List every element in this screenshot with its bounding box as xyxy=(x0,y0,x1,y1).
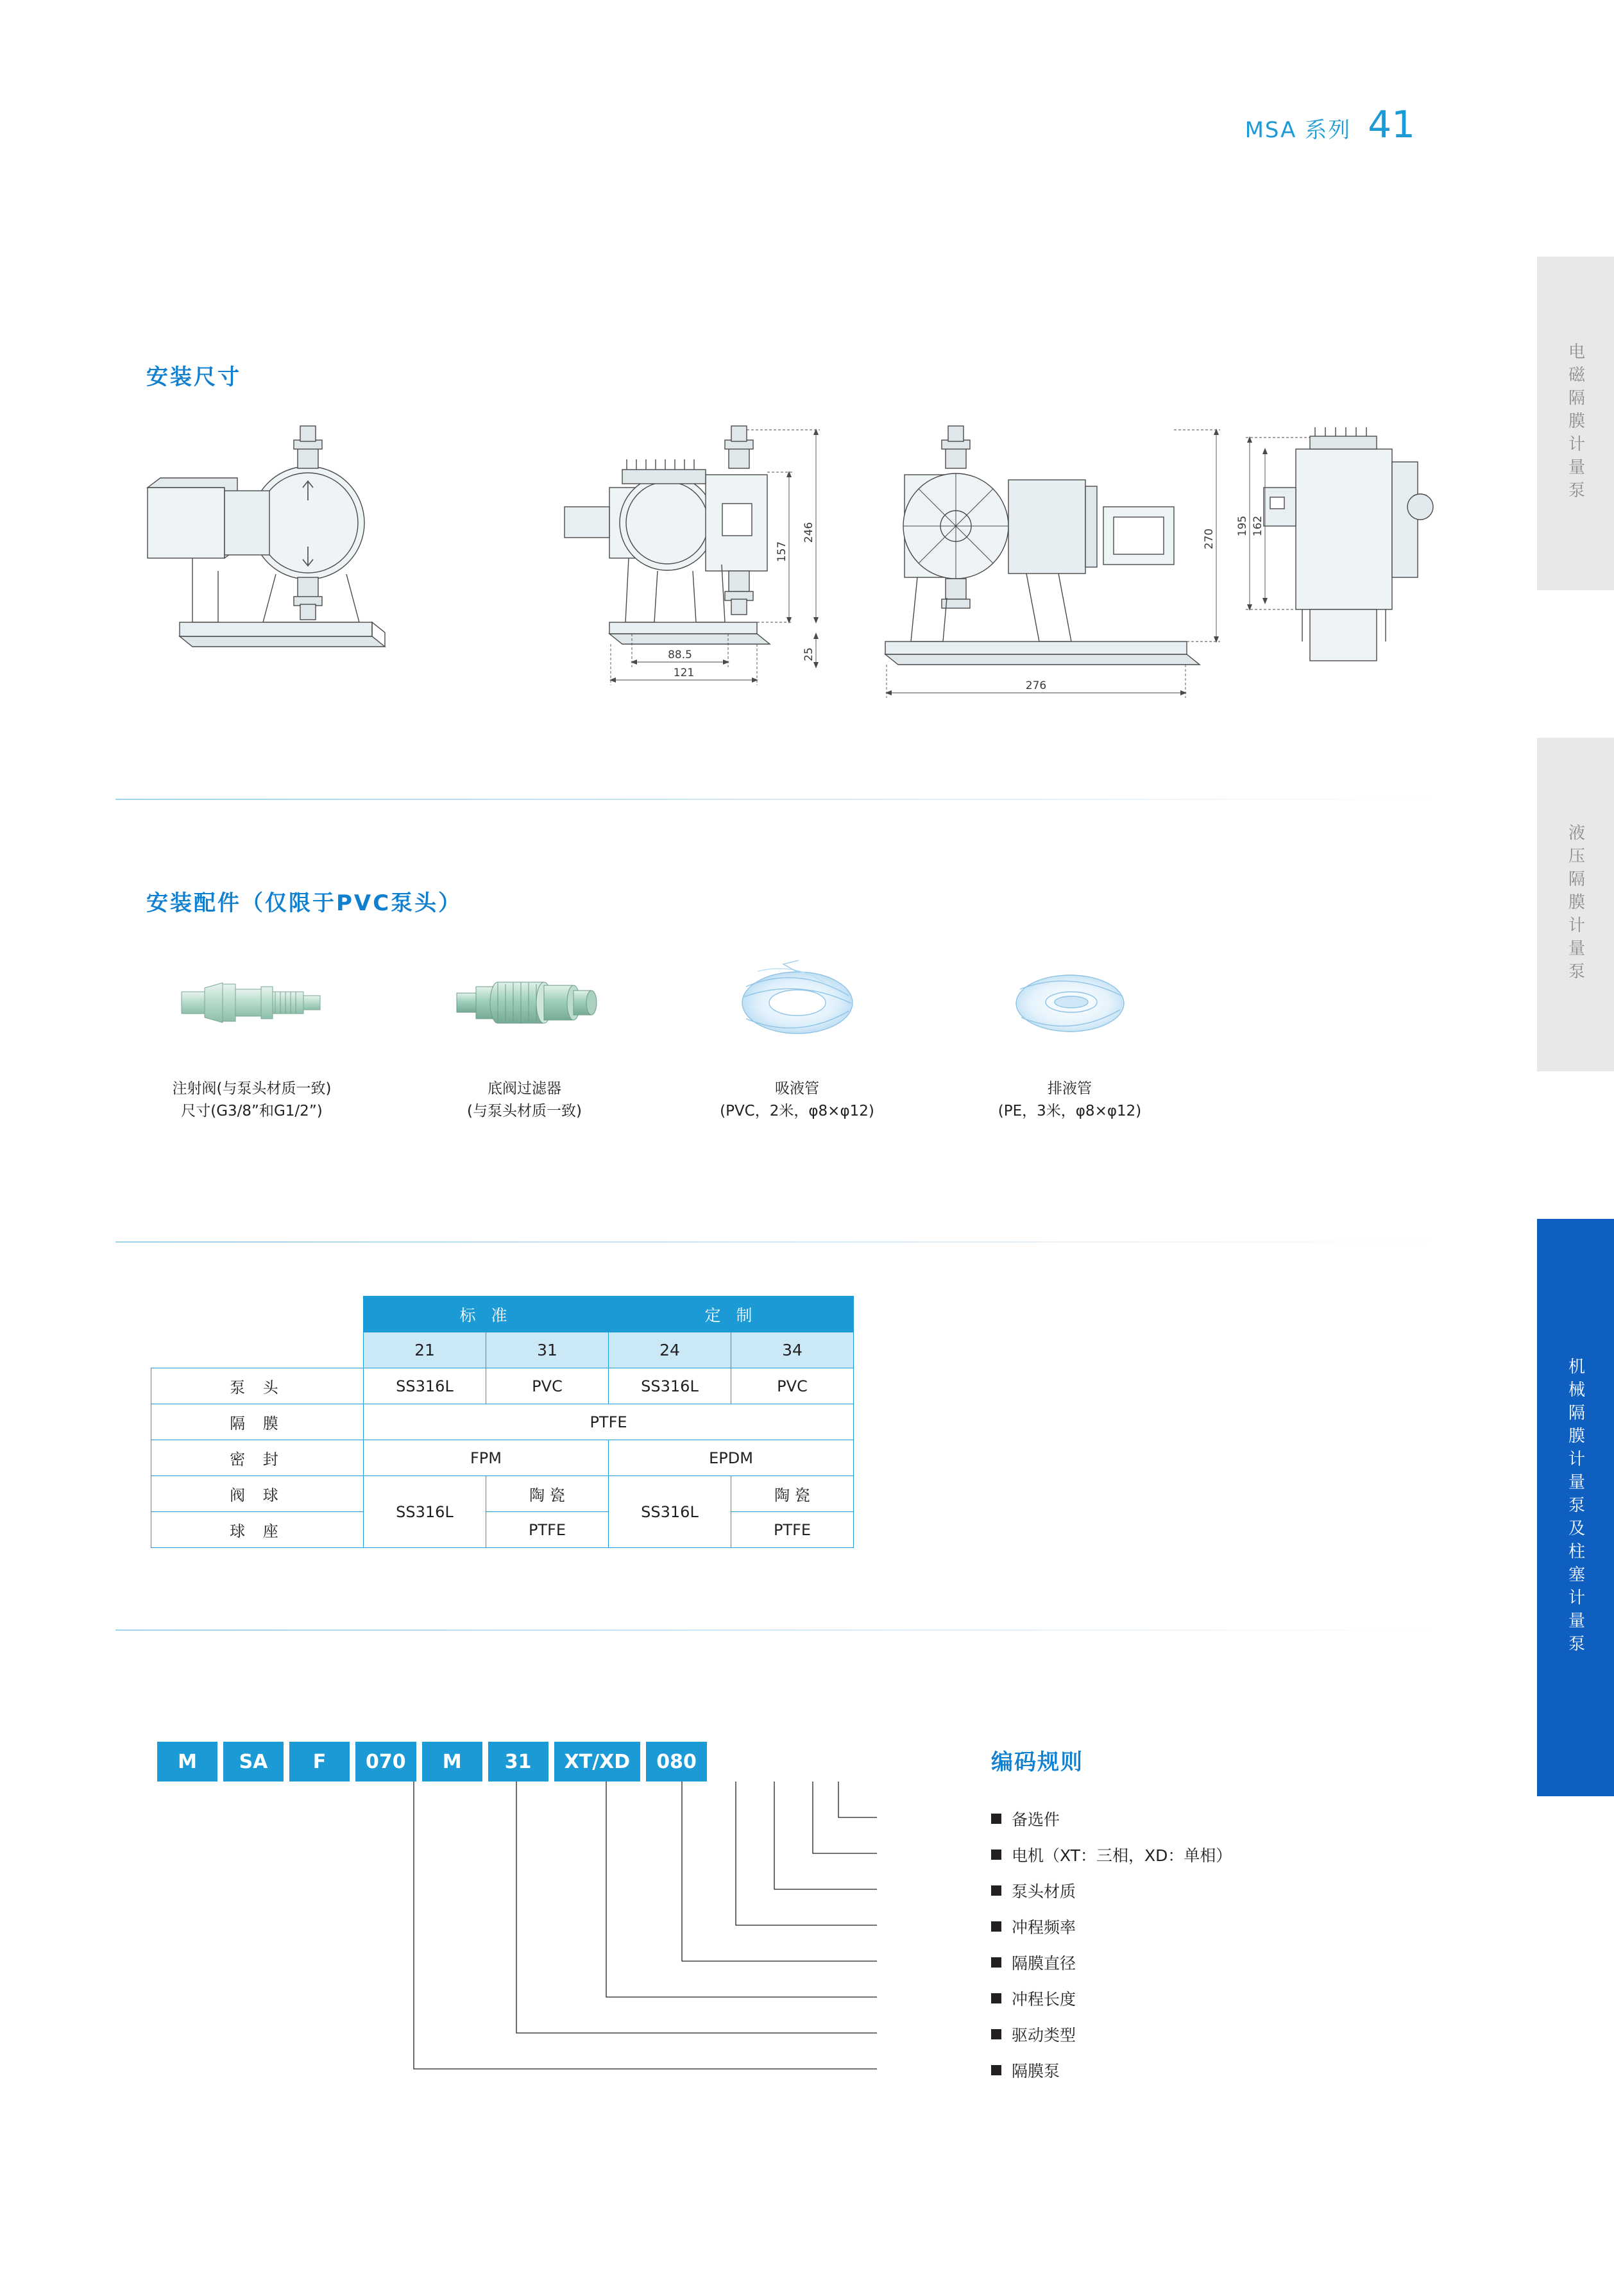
legend-item-diaphragm-pump xyxy=(991,2052,1232,2088)
table-row xyxy=(151,1476,854,1512)
accessory-caption-line2: 尺寸(G3/8”和G1/2”) xyxy=(181,1102,323,1119)
bullet-square-icon xyxy=(991,1814,1001,1824)
code-header-24: 24 xyxy=(609,1332,731,1368)
legend-label: 备选件 xyxy=(1012,1810,1060,1829)
coding-legend xyxy=(991,1801,1232,2088)
table-header-code-row xyxy=(151,1332,854,1368)
side-tab-hydraulic-diaphragm-pump[interactable]: 液压隔膜计量泵 xyxy=(1537,738,1614,1071)
legend-label: 冲程长度 xyxy=(1012,1990,1076,2009)
row-label-seal: 密 封 xyxy=(151,1440,364,1476)
code-box-sa[interactable]: SA xyxy=(223,1742,284,1782)
code-header-31: 31 xyxy=(486,1332,609,1368)
code-box-31[interactable]: 31 xyxy=(488,1742,548,1782)
dim-label-121: 121 xyxy=(673,667,695,679)
bullet-square-icon xyxy=(991,1850,1001,1860)
injection-valve-icon xyxy=(156,933,348,1071)
discharge-hose-icon xyxy=(974,933,1166,1071)
cell-pumphead-24: SS316L xyxy=(609,1368,731,1404)
foot-valve-strainer-icon xyxy=(429,933,621,1071)
accessory-item xyxy=(661,933,933,1122)
accessory-caption xyxy=(173,1078,332,1122)
dim-label-246: 246 xyxy=(803,522,815,543)
bullet-square-icon xyxy=(991,2065,1001,2075)
legend-item-motor xyxy=(991,1837,1232,1873)
table-row xyxy=(151,1368,854,1404)
legend-item-pump-head-material xyxy=(991,1873,1232,1909)
cell-seal-custom: EPDM xyxy=(609,1440,854,1476)
table-row xyxy=(151,1512,854,1548)
cell-valveball-24: SS316L xyxy=(609,1476,731,1548)
side-tab-mechanical-diaphragm-plunger-pump[interactable]: 机械隔膜计量泵及柱塞计量泵 xyxy=(1537,1219,1614,1796)
row-label-valve-ball: 阀 球 xyxy=(151,1476,364,1512)
group-header-standard: 标 准 xyxy=(364,1297,609,1332)
materials-table xyxy=(151,1296,854,1548)
table-corner-cell xyxy=(151,1297,364,1332)
cell-pumphead-34: PVC xyxy=(731,1368,854,1404)
code-box-m2[interactable]: M xyxy=(422,1742,482,1782)
legend-item-stroke-length xyxy=(991,1980,1232,2016)
row-label-diaphragm: 隔 膜 xyxy=(151,1404,364,1440)
accessory-caption xyxy=(467,1078,582,1122)
coding-rule-title: 编码规则 xyxy=(991,1749,1083,1775)
table-header-group-row xyxy=(151,1297,854,1332)
accessory-caption-line2: (与泵头材质一致) xyxy=(467,1102,582,1119)
dim-label-270: 270 xyxy=(1203,528,1216,550)
legend-label: 隔膜泵 xyxy=(1012,2062,1060,2080)
legend-label: 泵头材质 xyxy=(1012,1882,1076,1901)
coding-rule-block xyxy=(157,1742,1408,2139)
accessories-list xyxy=(115,933,1206,1122)
bullet-square-icon xyxy=(991,2029,1001,2039)
accessory-caption-line1: 底阀过滤器 xyxy=(487,1080,561,1097)
cell-pumphead-31: PVC xyxy=(486,1368,609,1404)
section-title-dimensions: 安装尺寸 xyxy=(146,364,241,390)
cell-pumphead-21: SS316L xyxy=(364,1368,486,1404)
dim-label-25: 25 xyxy=(803,647,815,661)
dim-label-276: 276 xyxy=(1025,679,1047,692)
cell-ballseat-34: PTFE xyxy=(731,1512,854,1548)
drawing-view-front xyxy=(148,426,385,647)
accessory-caption-line1: 排液管 xyxy=(1048,1080,1092,1097)
dimension-drawings xyxy=(115,411,1437,789)
dim-label-157: 157 xyxy=(776,541,788,563)
code-box-f[interactable]: F xyxy=(289,1742,350,1782)
dim-label-162: 162 xyxy=(1252,515,1264,537)
accessory-caption xyxy=(720,1078,874,1122)
drawing-view-top xyxy=(1264,427,1433,661)
dim-label-195: 195 xyxy=(1236,515,1249,537)
side-tab-solenoid-diaphragm-pump[interactable]: 电磁隔膜计量泵 xyxy=(1537,257,1614,590)
table-corner-cell xyxy=(151,1332,364,1368)
divider-3 xyxy=(115,1629,1437,1631)
cell-diaphragm-all: PTFE xyxy=(364,1404,854,1440)
code-box-070[interactable]: 070 xyxy=(355,1742,416,1782)
table-row xyxy=(151,1440,854,1476)
bullet-square-icon xyxy=(991,1885,1001,1896)
drawing-view-rear xyxy=(885,426,1200,665)
cell-ballseat-31: PTFE xyxy=(486,1512,609,1548)
divider-1 xyxy=(115,799,1437,800)
cell-valveball-34: 陶 瓷 xyxy=(731,1476,854,1512)
side-tab-rail xyxy=(1537,257,1614,1796)
dimension-drawings-svg xyxy=(115,411,1437,789)
code-header-34: 34 xyxy=(731,1332,854,1368)
legend-label: 隔膜直径 xyxy=(1012,1954,1076,1973)
page-number: 41 xyxy=(1368,103,1415,146)
legend-label: 电机（XT：三相，XD：单相） xyxy=(1012,1846,1232,1865)
code-box-080[interactable]: 080 xyxy=(646,1742,707,1782)
bullet-square-icon xyxy=(991,1957,1001,1968)
cell-valveball-31: 陶 瓷 xyxy=(486,1476,609,1512)
drawing-view-side xyxy=(565,426,770,644)
code-box-xt-xd[interactable]: XT/XD xyxy=(554,1742,641,1782)
code-box-m1[interactable]: M xyxy=(157,1742,217,1782)
row-label-pump-head: 泵 头 xyxy=(151,1368,364,1404)
cell-seal-standard: FPM xyxy=(364,1440,609,1476)
header-series-title: MSA 系列 xyxy=(1244,117,1352,143)
bullet-square-icon xyxy=(991,1921,1001,1932)
cell-valveball-21: SS316L xyxy=(364,1476,486,1548)
accessory-caption-line1: 注射阀(与泵头材质一致) xyxy=(172,1080,332,1097)
legend-label: 冲程频率 xyxy=(1012,1918,1076,1937)
accessory-caption-line2: (PVC，2米，φ8×φ12) xyxy=(720,1102,874,1119)
divider-2 xyxy=(115,1241,1437,1243)
row-label-ball-seat: 球 座 xyxy=(151,1512,364,1548)
legend-item-stroke-frequency xyxy=(991,1909,1232,1944)
dim-label-88-5: 88.5 xyxy=(668,649,692,661)
group-header-custom: 定 制 xyxy=(609,1297,854,1332)
legend-label: 驱动类型 xyxy=(1012,2026,1076,2045)
code-header-21: 21 xyxy=(364,1332,486,1368)
table-row xyxy=(151,1404,854,1440)
accessory-item xyxy=(933,933,1206,1122)
bullet-square-icon xyxy=(991,1993,1001,2003)
coding-boxes xyxy=(157,1742,707,1782)
section-title-accessories: 安装配件（仅限于PVC泵头） xyxy=(146,890,463,916)
accessory-caption-line1: 吸液管 xyxy=(774,1080,819,1097)
accessory-caption xyxy=(998,1078,1142,1122)
legend-item-optional-parts xyxy=(991,1801,1232,1837)
legend-item-diaphragm-diameter xyxy=(991,1944,1232,1980)
accessory-caption-line2: (PE，3米，φ8×φ12) xyxy=(998,1102,1142,1119)
suction-hose-icon xyxy=(701,933,894,1071)
page-header xyxy=(1245,103,1415,146)
legend-item-drive-type xyxy=(991,2016,1232,2052)
accessory-item xyxy=(388,933,661,1122)
accessory-item xyxy=(115,933,388,1122)
